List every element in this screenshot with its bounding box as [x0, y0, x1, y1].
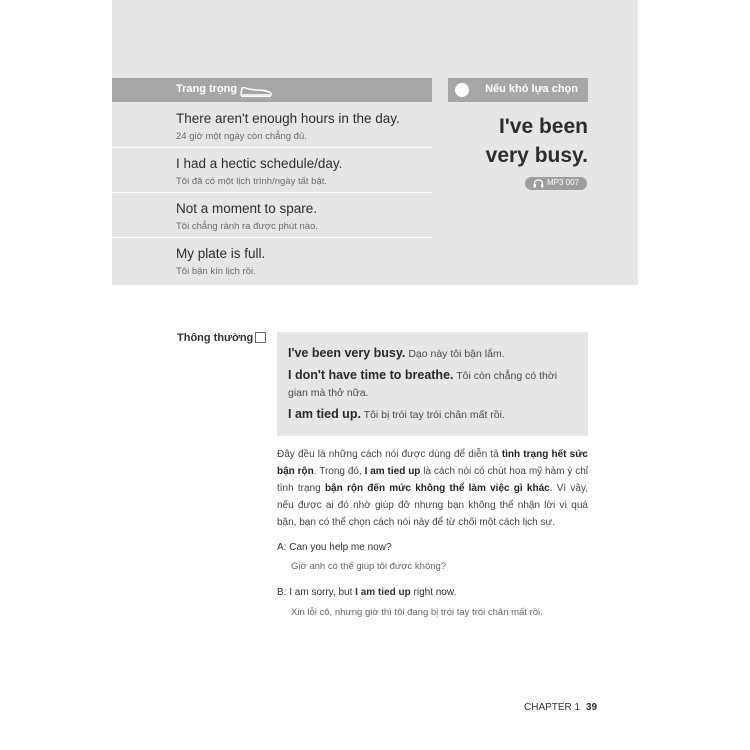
formal-label: Trang trọng [176, 83, 238, 95]
explanation-paragraph [277, 446, 588, 531]
circle-icon [455, 83, 469, 97]
explanation-text: là cách nói có chút hoa mỹ hàm ý chỉ tình trạng [277, 466, 588, 494]
explanation-text: . Trong đó, [313, 466, 365, 477]
key-phrase [486, 112, 588, 170]
dialogue-b-text: B: I am sorry, but [277, 587, 356, 598]
top-panel [112, 0, 638, 285]
dialogue-b-emphasis: I am tied up [355, 587, 411, 598]
example-line [288, 345, 578, 363]
page-number: 39 [586, 702, 598, 713]
example-vi: Dạo này tôi bận lắm. [408, 348, 505, 360]
formal-item-vi: 24 giờ một ngày còn chẳng đủ. [176, 131, 307, 142]
key-phrase-line: I've been [498, 115, 588, 138]
formal-header [112, 78, 432, 102]
formal-item [112, 193, 432, 238]
dialogue-a-translation: Giờ anh có thể giúp tôi được không? [291, 561, 447, 572]
formal-item [112, 238, 432, 282]
example-en: I've been very busy. [288, 346, 406, 360]
formal-item-en: There aren't enough hours in the day. [176, 111, 400, 126]
explanation-emphasis: tình trạng hết sức bận rộn [277, 449, 588, 477]
dialogue-b-text: right now. [410, 587, 457, 598]
headphones-icon [533, 179, 544, 190]
dialogue-b [277, 587, 456, 598]
choice-header [448, 78, 588, 102]
example-line [288, 406, 578, 424]
formal-item [112, 103, 432, 148]
shoe-icon [239, 82, 273, 103]
key-phrase-line: very busy. [485, 144, 588, 167]
audio-badge[interactable] [525, 177, 587, 190]
formal-item-vi: Tôi bận kín lịch rồi. [176, 266, 256, 277]
formal-item-en: Not a moment to spare. [176, 201, 318, 216]
explanation-text: Đây đều là những cách nói được dùng để diễn tả [277, 449, 502, 460]
formal-list [112, 103, 432, 282]
example-vi: Tôi bị trói tay trói chân mất rồi. [363, 409, 505, 421]
common-label: Thông thường [177, 332, 254, 344]
example-line [288, 367, 578, 402]
explanation-text: . Vì vậy, nếu được ai đó nhờ giúp đỡ nhưng bạn không thể nhận lời vì quá bận, bạn có thể chọn cách nói này để từ chối một cách lịch sự. [277, 483, 588, 528]
dialogue-a: A: Can you help me now? [277, 542, 392, 553]
chapter-label: CHAPTER 1 [524, 702, 581, 713]
formal-item-vi: Tôi đã có một lịch trình/ngày tất bật. [176, 176, 328, 187]
checkbox-icon [255, 332, 266, 343]
example-vi: Tôi còn chẳng có thời gian mà thở nữa. [288, 370, 558, 399]
choice-label: Nếu khó lựa chọn [485, 83, 578, 95]
formal-item [112, 148, 432, 193]
explanation-emphasis: I am tied up [364, 466, 421, 477]
formal-item-vi: Tôi chẳng rảnh ra được phút nào. [176, 221, 318, 232]
explanation-emphasis: bận rộn đến mức không thể làm việc gì khác [324, 483, 550, 494]
example-en: I am tied up. [288, 407, 361, 421]
formal-item-en: My plate is full. [176, 246, 266, 261]
example-box [277, 332, 588, 436]
audio-label: MP3 007 [547, 178, 580, 187]
example-en: I don't have time to breathe. [288, 368, 454, 382]
formal-item-en: I had a hectic schedule/day. [176, 156, 343, 171]
dialogue-b-translation: Xin lỗi cô, nhưng giờ thì tôi đang bị trói tay trói chân mất rồi. [291, 607, 543, 618]
